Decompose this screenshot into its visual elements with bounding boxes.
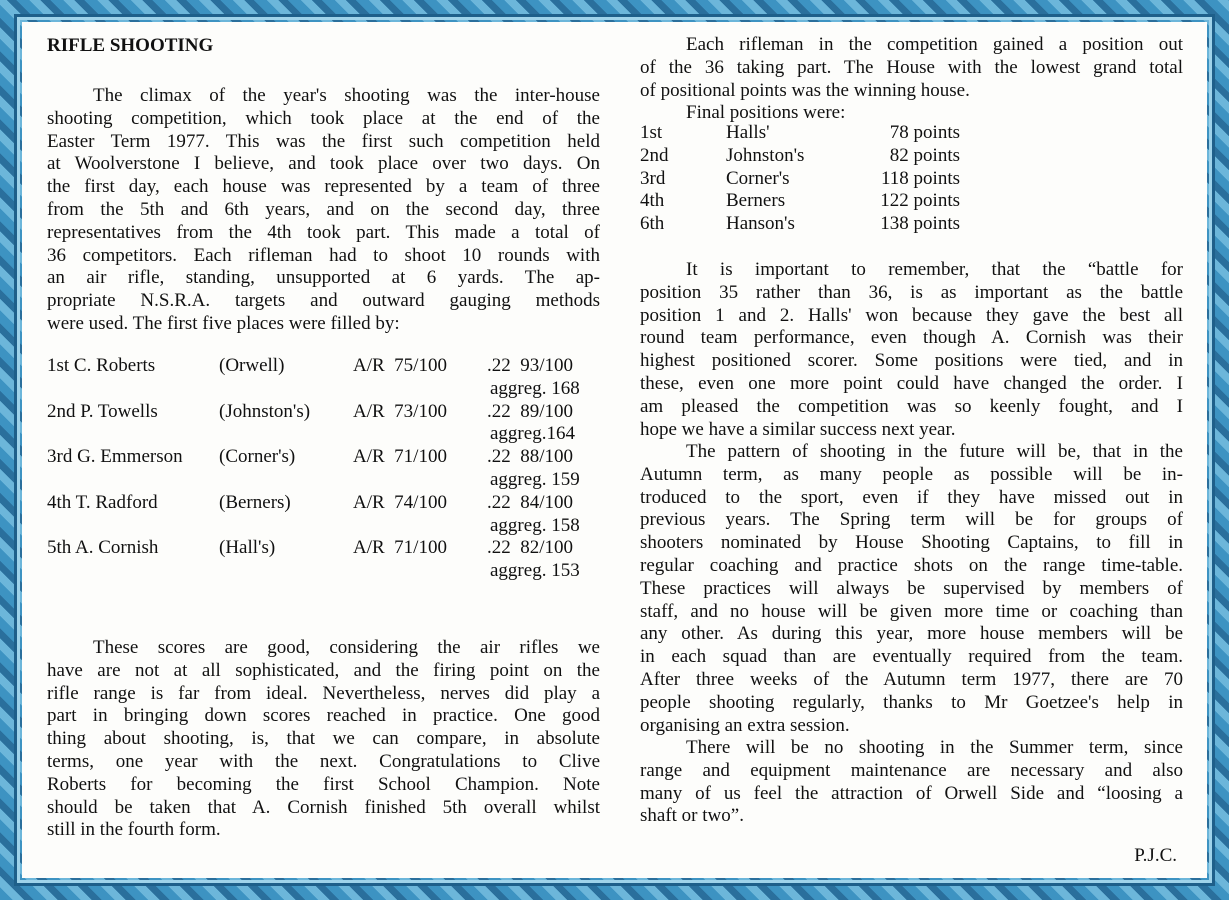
position-points: 78 points: [889, 122, 960, 143]
text-line: am pleased the competition was so keenly fought, and I: [640, 395, 1183, 417]
text-line: representatives from the 4th took part. This made a total of: [47, 221, 600, 243]
text-line: staff, and no house will be given more time or coaching than: [640, 600, 1183, 622]
position-points: 138 points: [880, 213, 960, 235]
position-points: 82 points: [889, 144, 960, 166]
result-22-score: .22 89/100: [487, 400, 574, 422]
result-aggregate: aggreg.164: [490, 423, 575, 445]
result-aggregate: aggreg. 153: [490, 560, 580, 582]
result-air-rifle-score: A/R 74/100: [353, 491, 447, 513]
text-line: 36 competitors. Each rifleman had to shoot 10 rounds with: [47, 244, 600, 266]
text-line: The climax of the year's shooting was the inter-house: [93, 85, 600, 106]
result-row: [47, 355, 600, 378]
text-line: position 1 and 2. Halls' won because they gave the best all: [640, 304, 1183, 326]
text-line: terms, one year with the next. Congratulations to Clive: [47, 750, 600, 772]
text-line: the first day, each house was represented by a team of three: [47, 176, 600, 198]
result-aggregate-row: [47, 515, 600, 538]
text-line: organising an extra session.: [640, 714, 850, 736]
text-line: have are not at all sophisticated, and the firing point on the: [47, 659, 600, 681]
importance-paragraph: [640, 259, 1183, 441]
result-place: 2nd P. Towells: [47, 400, 158, 422]
scores-paragraph: [47, 637, 600, 842]
text-line: shaft or two”.: [640, 805, 744, 827]
text-line: There will be no shooting in the Summer term, since: [686, 737, 1183, 758]
position-row: [640, 122, 960, 145]
text-line: shooting competition, which took place at the end of the: [47, 107, 600, 129]
result-row: [47, 492, 600, 515]
document-page: [22, 22, 1207, 878]
text-line: Autumn term, as many people as possible will be in-: [640, 463, 1183, 485]
result-22-score: .22 93/100: [487, 355, 574, 376]
position-place: 6th: [640, 213, 665, 235]
text-line: were used. The first five places were filled by:: [47, 312, 400, 334]
result-air-rifle-score: A/R 75/100: [353, 355, 447, 376]
result-air-rifle-score: A/R 73/100: [353, 400, 447, 422]
text-line: from the 5th and 6th years, and on the second day, three: [47, 198, 600, 220]
position-place: 1st: [640, 122, 663, 143]
result-aggregate-row: [47, 469, 600, 492]
result-row: [47, 537, 600, 560]
position-row: [640, 168, 960, 191]
text-line: Easter Term 1977. This was the first such competition held: [47, 130, 600, 152]
result-22-score: .22 84/100: [487, 491, 574, 513]
position-house: Berners: [726, 190, 786, 212]
intro-paragraph: [47, 85, 600, 336]
future-pattern-paragraph: [640, 441, 1183, 737]
position-points: 118 points: [881, 167, 960, 189]
position-points: 122 points: [880, 190, 960, 212]
result-aggregate-row: [47, 423, 600, 446]
result-place: 3rd G. Emmerson: [47, 446, 183, 468]
text-line: These scores are good, considering the air rifles we: [93, 637, 600, 658]
final-positions-table: [640, 122, 960, 236]
text-line: many of us feel the attraction of Orwell Side and “loosing a: [640, 782, 1183, 804]
text-line: These practices will always be supervised by members of: [640, 577, 1183, 599]
result-row: [47, 446, 600, 469]
result-22-score: .22 82/100: [487, 537, 574, 559]
text-line: Each rifleman in the competition gained a position out: [686, 34, 1183, 55]
text-line: range and equipment maintenance are necessary and also: [640, 759, 1183, 781]
text-line: any other. As during this year, more house members will be: [640, 623, 1183, 645]
text-line: previous years. The Spring term will be for groups of: [640, 509, 1183, 531]
position-place: 2nd: [640, 144, 669, 166]
text-line: should be taken that A. Cornish finished 5th overall whilst: [47, 796, 600, 818]
text-line: Roberts for becoming the first School Champion. Note: [47, 773, 600, 795]
text-line: at Woolverstone I believe, and took place over two days. On: [47, 153, 600, 175]
result-aggregate: aggreg. 159: [490, 468, 580, 490]
result-aggregate: aggreg. 158: [490, 514, 580, 536]
position-row: [640, 190, 960, 213]
result-place: 4th T. Radford: [47, 491, 158, 513]
text-line: rifle range is far from ideal. Nevertheless, nerves did play a: [47, 682, 600, 704]
result-air-rifle-score: A/R 71/100: [353, 446, 447, 468]
text-line: thing about shooting, is, that we can compare, in absolute: [47, 728, 600, 750]
position-row: [640, 145, 960, 168]
text-line: of the 36 taking part. The House with the lowest grand total: [640, 56, 1183, 78]
text-line: regular coaching and practice shots on the range time-table.: [640, 554, 1183, 576]
position-house: Hanson's: [726, 213, 795, 235]
final-positions-label: Final positions were:: [686, 102, 846, 123]
text-line: The pattern of shooting in the future will be, that in the: [686, 441, 1183, 462]
result-house: (Corner's): [219, 446, 296, 468]
author-signature: P.J.C.: [1134, 845, 1177, 866]
position-place: 3rd: [640, 167, 666, 189]
result-aggregate-row: [47, 560, 600, 583]
result-place: 1st C. Roberts: [47, 355, 156, 376]
text-line: shooters nominated by House Shooting Captains, to fill in: [640, 532, 1183, 554]
position-row: [640, 213, 960, 236]
text-line: highest positioned scorer. Some positions were tied, and in: [640, 350, 1183, 372]
text-line: troduced to the sport, even if they have missed out in: [640, 486, 1183, 508]
text-line: After three weeks of the Autumn term 1977, there are 70: [640, 668, 1183, 690]
position-house: Halls': [726, 122, 770, 143]
positions-intro-paragraph: [640, 34, 1183, 102]
result-22-score: .22 88/100: [487, 446, 574, 468]
position-house: Corner's: [726, 167, 790, 189]
text-line: round team performance, even though A. Cornish was their: [640, 327, 1183, 349]
text-line: propriate N.S.R.A. targets and outward gauging methods: [47, 290, 600, 312]
result-aggregate: aggreg. 168: [490, 377, 580, 399]
text-line: still in the fourth form.: [47, 819, 221, 841]
text-line: part in bringing down scores reached in practice. One good: [47, 705, 600, 727]
result-row: [47, 401, 600, 424]
text-line: position 35 rather than 36, is as important as the battle: [640, 281, 1183, 303]
text-line: of positional points was the winning house.: [640, 79, 970, 101]
summer-term-paragraph: [640, 737, 1183, 828]
article-title: RIFLE SHOOTING: [47, 35, 214, 56]
text-line: people shooting regularly, thanks to Mr Goetzee's help in: [640, 691, 1183, 713]
result-house: (Johnston's): [219, 400, 311, 422]
text-line: hope we have a similar success next year.: [640, 418, 956, 440]
result-house: (Hall's): [219, 537, 276, 559]
results-table: [47, 355, 600, 583]
result-aggregate-row: [47, 378, 600, 401]
text-line: an air rifle, standing, unsupported at 6 yards. The ap-: [47, 267, 600, 289]
text-line: It is important to remember, that the “battle for: [686, 259, 1183, 280]
text-line: these, even one more point could have changed the order. I: [640, 372, 1183, 394]
position-place: 4th: [640, 190, 665, 212]
result-air-rifle-score: A/R 71/100: [353, 537, 447, 559]
result-house: (Orwell): [219, 355, 285, 376]
result-place: 5th A. Cornish: [47, 537, 159, 559]
result-house: (Berners): [219, 491, 291, 513]
position-house: Johnston's: [726, 144, 805, 166]
text-line: in each squad than are eventually required from the team.: [640, 646, 1183, 668]
